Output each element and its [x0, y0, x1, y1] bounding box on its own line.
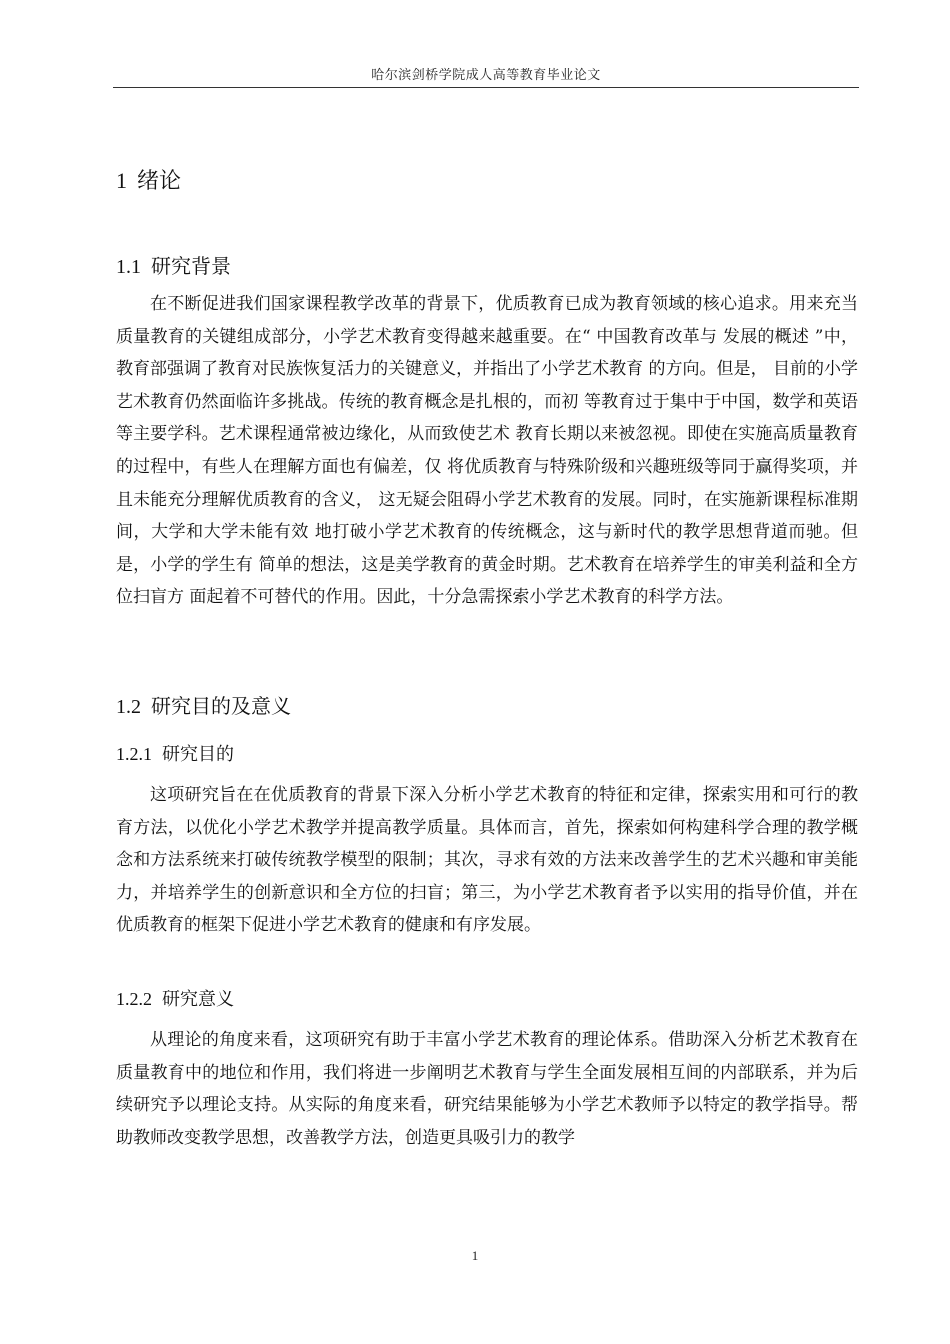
section-number: 1.2 — [116, 696, 141, 718]
section-heading-1-1 — [116, 250, 231, 279]
subsection-title: 研究意义 — [162, 989, 234, 1010]
section-heading-1-2 — [116, 690, 291, 719]
page-number: 1 — [471, 1248, 479, 1263]
subsection-number: 1.2.2 — [116, 989, 152, 1009]
header-rule — [113, 87, 859, 88]
paragraph-research-background: 在不断促进我们国家课程教学改革的背景下，优质教育已成为教育领域的核心追求。用来充当质量教育的关键组成部分，小学艺术教育变得越来越重要。在“ 中国教育改革与 发展的概述 ”中，教育部强调了教育对民族恢复活力的关键意义，并指出了小学艺术教育 的方向。但是， 目前的小学艺术教育仍然面临许多挑战。传统的教育概念是扎根的，而初 等教育过于集中于中国，数学和英语等主要学科。艺术课程通常被边缘化，从而致使艺术 教育长期以来被忽视。即使在实施高质量教育的过程中，有些人在理解方面也有偏差，仅 将优质教育与特殊阶级和兴趣班级等同于赢得奖项，并且未能充分理解优质教育的含义， 这无疑会阻碍小学艺术教育的发展。同时，在实施新课程标准期间，大学和大学未能有效 地打破小学艺术教育的传统概念，这与新时代的教学思想背道而驰。但是，小学的学生有 简单的想法，这是美学教育的黄金时期。艺术教育在培养学生的审美利益和全方位扫盲方 面起着不可替代的作用。因此，十分急需探索小学艺术教育的科学方法。 — [116, 294, 858, 608]
section-title: 研究背景 — [151, 254, 231, 278]
subsection-number: 1.2.1 — [116, 744, 152, 764]
subsection-heading-1-2-1 — [116, 740, 234, 766]
section-title: 研究目的及意义 — [151, 694, 291, 718]
chapter-title: 绪论 — [137, 169, 182, 194]
section-number: 1.1 — [116, 256, 141, 278]
paragraph-research-purpose: 这项研究旨在在优质教育的背景下深入分析小学艺术教育的特征和定律，探索实用和可行的教育方法，以优化小学艺术教学并提高教学质量。具体而言，首先，探索如何构建科学合理的教学概念和方法系统来打破传统教学模型的限制；其次，寻求有效的方法来改善学生的艺术兴趣和审美能力，并培养学生的创新意识和全方位的扫盲；第三，为小学艺术教育者予以实用的指导价值，并在优质教育的框架下促进小学艺术教育的健康和有序发展。 — [116, 785, 858, 936]
running-header: 哈尔滨剑桥学院成人高等教育毕业论文 — [371, 68, 601, 83]
subsection-title: 研究目的 — [162, 744, 234, 765]
subsection-heading-1-2-2 — [116, 985, 234, 1011]
chapter-number: 1 — [116, 168, 127, 193]
chapter-heading — [116, 164, 181, 195]
paragraph-research-significance: 从理论的角度来看，这项研究有助于丰富小学艺术教育的理论体系。借助深入分析艺术教育在质量教育中的地位和作用，我们将进一步阐明艺术教育与学生全面发展相互间的内部联系，并为后续研究予以理论支持。从实际的角度来看，研究结果能够为小学艺术教师予以特定的教学指导。帮助教师改变教学思想，改善教学方法，创造更具吸引力的教学 — [116, 1030, 858, 1148]
